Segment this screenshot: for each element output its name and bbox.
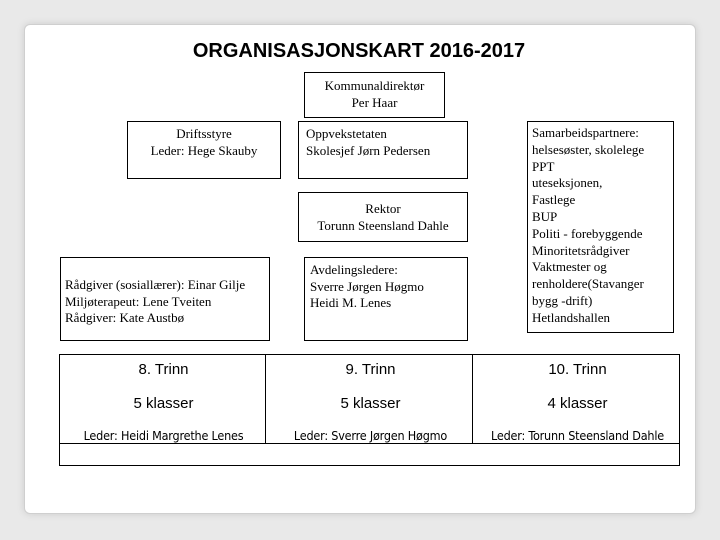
samarbeid-line: Politi - forebyggende: [532, 225, 643, 241]
radgiver-line: Rådgiver: Kate Austbø: [65, 310, 185, 325]
box-samarbeidspartnere: [527, 121, 674, 333]
trinn-9-leder: Leder: Sverre Jørgen Høgmo: [293, 428, 448, 443]
trinn-9-klasser: 5 klasser: [340, 395, 401, 412]
trinn-10-name: 10. Trinn: [548, 361, 607, 378]
samarbeid-line: renholdere(Stavanger: [532, 276, 644, 292]
box-avdelingsledere: [304, 257, 468, 341]
trinn-9-name: 9. Trinn: [345, 361, 396, 378]
samarbeid-line: bygg -drift): [532, 292, 593, 308]
samarbeid-line: BUP: [532, 208, 558, 224]
avdeling-leader: Heidi M. Lenes: [310, 295, 392, 310]
driftsstyre-title: Driftsstyre: [176, 126, 232, 141]
trinn-10-leder: Leder: Torunn Steensland Dahle: [491, 428, 664, 443]
oppvekst-leader: Skolesjef Jørn Pedersen: [306, 142, 431, 158]
box-radgiver: [60, 257, 270, 341]
box-kommunaldirektor: [304, 72, 445, 118]
samarbeid-line: Hetlandshallen: [532, 309, 610, 325]
box-oppvekstetaten: [298, 121, 468, 179]
rektor-name: Torunn Steensland Dahle: [317, 217, 449, 233]
samarbeid-line: Samarbeidspartnere:: [532, 125, 639, 140]
driftsstyre-leader: Leder: Hege Skauby: [150, 142, 258, 158]
trinn-table: [59, 354, 680, 466]
miljoterapeut-line: Miljøterapeut: Lene Tveiten: [65, 293, 212, 309]
avdeling-title: Avdelingsledere:: [310, 262, 398, 277]
kommunaldirektor-name: Per Haar: [351, 94, 398, 110]
chart-title: ORGANISASJONSKART 2016-2017: [192, 40, 526, 62]
table-bottom-row-divider: [60, 443, 679, 444]
avdeling-leader: Sverre Jørgen Høgmo: [310, 278, 424, 294]
trinn-8-klasser: 5 klasser: [133, 395, 194, 412]
samarbeid-line: PPT: [532, 158, 555, 174]
samarbeid-line: Minoritetsrådgiver: [532, 242, 630, 258]
samarbeid-line: Fastlege: [532, 192, 576, 208]
oppvekst-title: Oppvekstetaten: [306, 126, 387, 141]
box-driftsstyre: [127, 121, 281, 179]
trinn-10-klasser: 4 klasser: [547, 395, 608, 412]
samarbeid-line: Vaktmester og: [532, 259, 607, 275]
trinn-8-leder: Leder: Heidi Margrethe Lenes: [83, 428, 244, 443]
rektor-title: Rektor: [365, 201, 401, 216]
trinn-8-name: 8. Trinn: [138, 361, 189, 378]
kommunaldirektor-title: Kommunaldirektør: [324, 78, 425, 93]
radgiver-line: Rådgiver (sosiallærer): Einar Gilje: [65, 277, 246, 292]
samarbeid-line: helsesøster, skolelege: [532, 141, 645, 157]
samarbeid-line: uteseksjonen,: [532, 175, 603, 191]
box-rektor: [298, 192, 468, 242]
